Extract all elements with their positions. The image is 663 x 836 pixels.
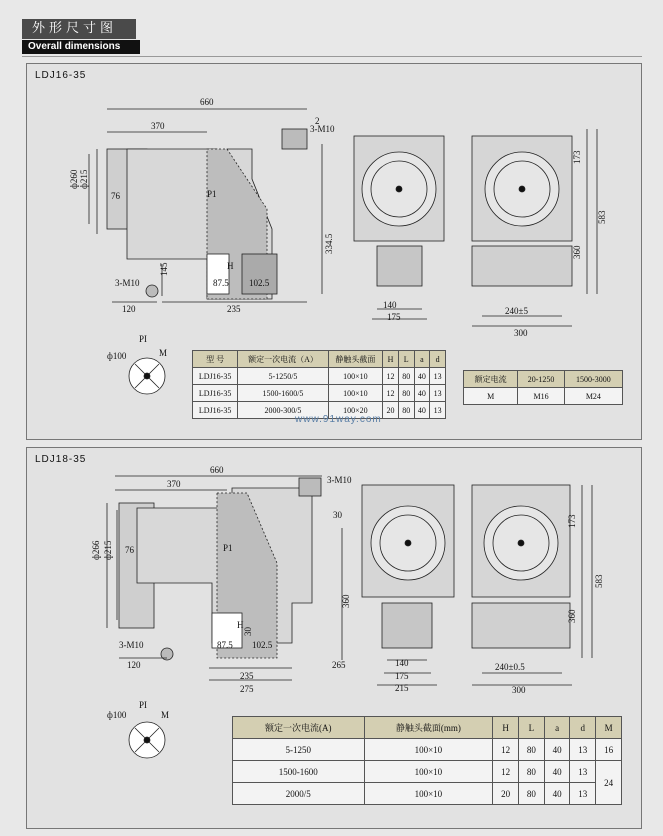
table-row [233,761,622,783]
table-cell: LDJ16-35 [193,385,238,402]
table-cell: M16 [518,388,564,405]
table-cell: 13 [430,385,446,402]
dim-175: 175 [387,312,401,322]
spec-table-3 [232,716,622,805]
table-cell: 12 [383,368,399,385]
dim-m10: 3-M10 [310,124,335,134]
dim-175: 175 [395,671,409,681]
table-cell: 80 [398,385,414,402]
dim-m10b: 3-M10 [115,278,140,288]
dim-102: 102.5 [249,278,270,288]
dim-p1: P1 [223,543,233,553]
table-cell: 1500-1600 [233,761,365,783]
dim-583: 583 [597,210,607,224]
dim-145: 145 [159,262,169,276]
table-cell: 2000/5 [233,783,365,805]
table-cell: 80 [518,761,544,783]
table-cell: 80 [398,368,414,385]
table-cell: 12 [493,739,519,761]
pi-label: PI [139,700,148,710]
dim-370: 370 [151,121,165,131]
section-title-cn: 外形尺寸图 [22,19,136,39]
dim-660: 660 [200,97,214,107]
table-cell: LDJ16-35 [193,402,238,419]
dim-300: 300 [514,328,528,338]
model-label: LDJ18-35 [35,454,87,465]
dim-d266: ф266 [91,540,101,560]
dim-30b: 30 [243,627,253,636]
table-cell: M [596,717,622,739]
dim-87: 87.5 [217,640,233,650]
dim-30: 30 [333,510,342,520]
dim-m10b: 3-M10 [119,640,144,650]
table-cell: LDJ16-35 [193,368,238,385]
dim-2: 2 [315,116,320,126]
table-cell: a [544,717,570,739]
section-title-en: Overall dimensions [22,40,140,54]
dim-660: 660 [210,465,224,475]
dim-173: 173 [572,150,582,164]
th: 型 号 [193,351,238,368]
table-cell: 额定电流 [464,371,518,388]
dim-d215: ф215 [79,169,89,189]
table-cell: 13 [570,761,596,783]
table-cell: 100×10 [328,385,382,402]
header-divider [22,56,642,57]
table-cell: 100×10 [364,739,493,761]
dim-173: 173 [567,514,577,528]
table-cell: d [570,717,596,739]
pi-label: PI [139,334,148,344]
table-cell: 1500-1600/5 [238,385,328,402]
dim-334: 334.5 [324,233,334,254]
table-cell: 80 [398,402,414,419]
table-cell: 40 [544,739,570,761]
dim-h: H [237,620,244,630]
dim-235: 235 [240,671,254,681]
spec-table-1 [192,350,446,419]
dim-d260: ф260 [69,169,79,189]
table-row [193,385,446,402]
th: a [414,351,430,368]
dim-275: 275 [240,684,254,694]
model-label: LDJ16-35 [35,70,87,81]
panel-ldj16 [26,63,642,440]
table-cell: 16 [596,739,622,761]
table-cell: 40 [414,368,430,385]
m-label: M [159,348,168,358]
th: 静触头截面 [328,351,382,368]
table-cell: 100×10 [328,368,382,385]
dim-140: 140 [395,658,409,668]
table-cell: 40 [544,761,570,783]
table-cell: 40 [544,783,570,805]
table-row [233,783,622,805]
m-label: M [161,710,170,720]
phi100-label: ф100 [107,351,127,361]
dim-m10: 3-M10 [327,475,352,485]
table-row [193,368,446,385]
table-cell: 80 [518,739,544,761]
table-cell: M [464,388,518,405]
dim-215: 215 [395,683,409,693]
watermark: www.91way.com [295,414,382,425]
th: L [398,351,414,368]
th: d [430,351,446,368]
dim-76: 76 [111,191,120,201]
dim-240: 240±5 [505,306,528,316]
table-cell: 100×10 [364,783,493,805]
spec-table-2 [463,370,623,405]
dim-360: 360 [572,245,582,259]
th: 额定一次电流（A） [238,351,328,368]
dim-76: 76 [125,545,134,555]
table-row [233,739,622,761]
dim-583: 583 [594,574,604,588]
panel-ldj18 [26,447,642,829]
table-cell: 5-1250/5 [238,368,328,385]
dim-p1: P1 [207,189,217,199]
table-cell: 100×20 [328,402,382,419]
table-cell: 40 [414,385,430,402]
dim-140: 140 [383,300,397,310]
dim-102: 102.5 [252,640,273,650]
dim-370: 370 [167,479,181,489]
table-cell: 2000-300/5 [238,402,328,419]
dim-360b: 360 [567,609,577,623]
table-cell: 24 [596,761,622,805]
table-cell: 40 [414,402,430,419]
dim-87: 87.5 [213,278,229,288]
table-cell: 12 [493,761,519,783]
dim-300: 300 [512,685,526,695]
th: H [383,351,399,368]
dim-265: 265 [332,660,346,670]
dim-360: 360 [341,594,351,608]
table-cell: 12 [383,385,399,402]
phi100-label: ф100 [107,710,127,720]
dim-120: 120 [127,660,141,670]
table-cell: 1500-3000 [564,371,622,388]
dim-235: 235 [227,304,241,314]
table-cell: 20 [383,402,399,419]
dim-d215: ф215 [103,540,113,560]
table-cell: 13 [570,783,596,805]
table-cell: 20-1250 [518,371,564,388]
table-cell: H [493,717,519,739]
table-row [464,388,623,405]
table-cell: 静触头截面(mm) [364,717,493,739]
table-cell: 13 [430,402,446,419]
dim-h: H [227,261,234,271]
table-cell: L [518,717,544,739]
table-cell: 20 [493,783,519,805]
dim-240: 240±0.5 [495,662,525,672]
dim-120: 120 [122,304,136,314]
table-cell: 80 [518,783,544,805]
table-cell: 5-1250 [233,739,365,761]
table-cell: 额定一次电流(A) [233,717,365,739]
table-cell: M24 [564,388,622,405]
table-cell: 100×10 [364,761,493,783]
table-cell: 13 [430,368,446,385]
table-cell: 13 [570,739,596,761]
